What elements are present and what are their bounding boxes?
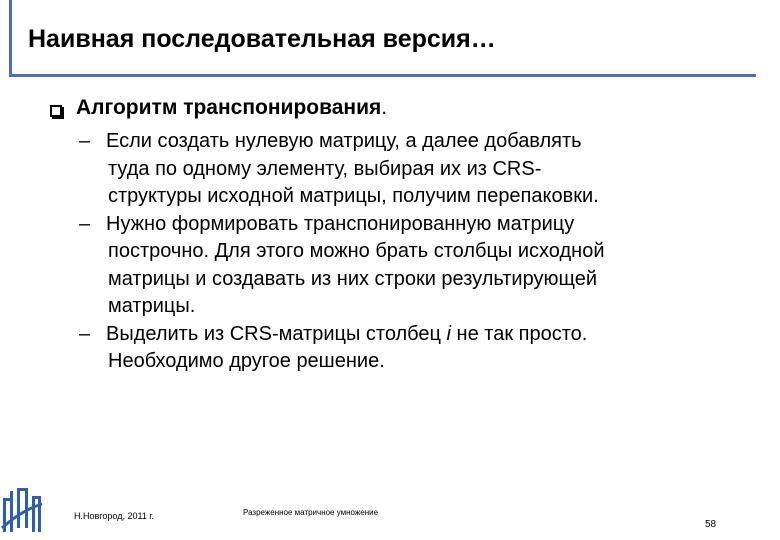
square-bullet-icon xyxy=(50,105,62,117)
subitem-3-text-b: не так просто. xyxy=(451,322,588,345)
subitem-3-line-2: Необходимо другое решение. xyxy=(108,350,385,372)
bullet-heading xyxy=(76,96,387,120)
dash-marker: – xyxy=(79,322,91,345)
subitem-1 xyxy=(48,128,748,211)
dash-marker: – xyxy=(79,130,91,152)
subitem-3-italic-i: i xyxy=(446,322,451,345)
bullet-heading-period: . xyxy=(381,96,388,119)
unn-logo-icon xyxy=(0,484,44,534)
subitem-3-line-1 xyxy=(106,321,748,349)
subitem-2-line-1: Нужно формировать транспонированную матрицу xyxy=(106,212,575,235)
bullet-item xyxy=(48,96,748,128)
footer-city-year: Н.Новгород, 2011 г. xyxy=(74,511,154,521)
dash-marker: – xyxy=(79,212,91,235)
subitem-2 xyxy=(48,211,748,321)
subitem-1-line-3: структуры исходной матрицы, получим перепаковки. xyxy=(108,185,599,207)
subitem-2-line-3: матрицы и создавать из них строки результирующей xyxy=(108,267,598,290)
subitem-1-line-2: туда по одному элементу, выбирая их из CRS- xyxy=(108,157,542,180)
slide-title: Наивная последовательная версия… xyxy=(28,25,496,53)
subitem-2-line-4: матрицы. xyxy=(108,295,196,317)
slide-content xyxy=(48,96,748,376)
subitem-3-text-a: Выделить из CRS-матрицы столбец xyxy=(106,322,447,345)
footer-topic: Разреженное матричное умножение xyxy=(243,508,379,517)
page-number: 58 xyxy=(705,519,717,530)
subitem-3 xyxy=(48,321,748,376)
bullet-heading-text: Алгоритм транспонирования xyxy=(76,96,382,119)
subitem-2-line-2: построчно. Для этого можно брать столбцы исходной xyxy=(108,240,605,262)
subitem-1-line-1: Если создать нулевую матрицу, а далее добавлять xyxy=(106,130,582,152)
